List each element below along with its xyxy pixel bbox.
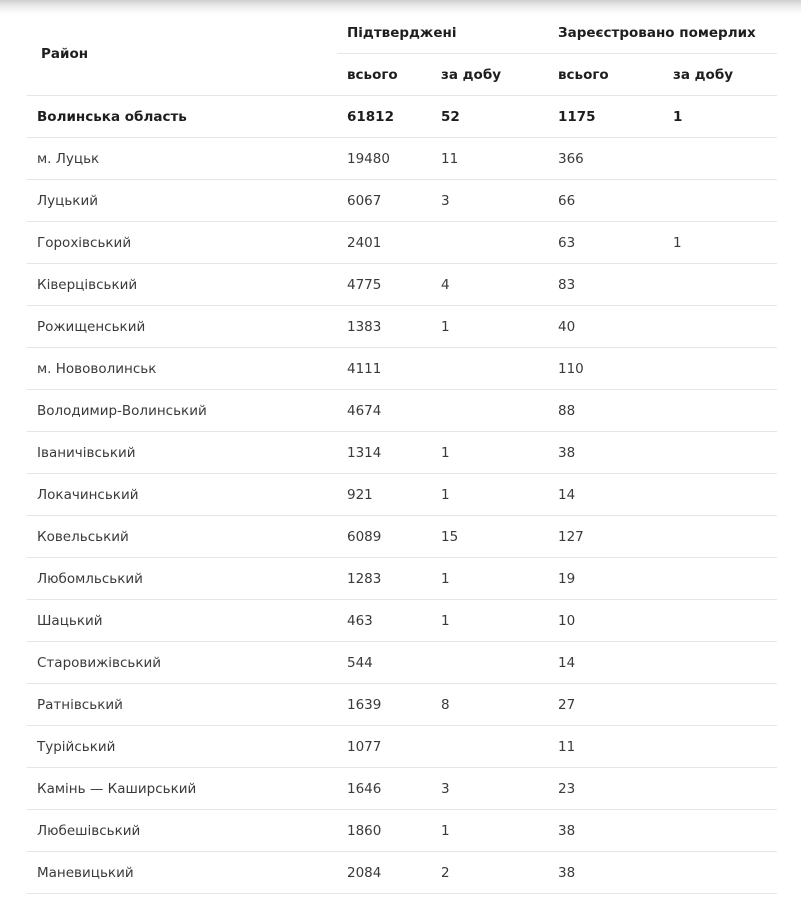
cell-confirmed-total: 1077 [337, 726, 431, 768]
table-row [27, 600, 777, 642]
cell-deaths-daily [663, 390, 777, 432]
cell-deaths-total: 14 [548, 642, 663, 684]
cell-confirmed-total: 1283 [337, 558, 431, 600]
cell-deaths-total: 38 [548, 852, 663, 894]
cell-deaths-total: 19 [548, 558, 663, 600]
cell-confirmed-daily: 1 [431, 810, 548, 852]
cell-confirmed-daily: 2 [431, 852, 548, 894]
header-row-groups [27, 12, 777, 54]
cell-deaths-daily [663, 264, 777, 306]
cell-region: Володимир-Волинський [27, 390, 337, 432]
cell-confirmed-total: 1314 [337, 432, 431, 474]
table-row [27, 852, 777, 894]
header-region: Район [27, 12, 337, 96]
table-row [27, 768, 777, 810]
cell-region: Ківерцівський [27, 264, 337, 306]
table-row [27, 222, 777, 264]
cell-confirmed-daily: 8 [431, 684, 548, 726]
cell-confirmed-total: 4775 [337, 264, 431, 306]
cell-confirmed-daily: 1 [431, 474, 548, 516]
table-row [27, 684, 777, 726]
cell-confirmed-total: 4111 [337, 348, 431, 390]
cell-region: м. Нововолинськ [27, 348, 337, 390]
table-row [27, 516, 777, 558]
cell-region: Іваничівський [27, 432, 337, 474]
cell-deaths-daily: 1 [663, 96, 777, 138]
cell-region: Рожищенський [27, 306, 337, 348]
cell-region: Ковельський [27, 516, 337, 558]
cell-region: Ратнівський [27, 684, 337, 726]
cell-confirmed-daily: 4 [431, 264, 548, 306]
cell-confirmed-total: 1646 [337, 768, 431, 810]
cell-confirmed-daily: 52 [431, 96, 548, 138]
table-row [27, 306, 777, 348]
header-deaths-total: всього [548, 54, 663, 96]
cell-confirmed-total: 1383 [337, 306, 431, 348]
header-deaths-group: Зареєстровано померлих [548, 12, 777, 54]
cell-deaths-daily [663, 432, 777, 474]
cell-deaths-daily [663, 768, 777, 810]
cell-deaths-total: 127 [548, 516, 663, 558]
table-row [27, 138, 777, 180]
cell-deaths-total: 88 [548, 390, 663, 432]
cell-confirmed-daily: 1 [431, 432, 548, 474]
table-row [27, 726, 777, 768]
cell-confirmed-daily: 3 [431, 180, 548, 222]
cell-deaths-total: 38 [548, 432, 663, 474]
cell-confirmed-daily: 1 [431, 306, 548, 348]
cell-confirmed-daily: 15 [431, 516, 548, 558]
cell-deaths-total: 83 [548, 264, 663, 306]
cell-region: Шацький [27, 600, 337, 642]
cell-deaths-daily [663, 348, 777, 390]
cell-region: Луцький [27, 180, 337, 222]
cell-deaths-daily [663, 684, 777, 726]
cell-confirmed-daily: 1 [431, 558, 548, 600]
cell-deaths-daily [663, 810, 777, 852]
cell-deaths-daily [663, 516, 777, 558]
cell-confirmed-daily [431, 726, 548, 768]
cell-deaths-daily [663, 474, 777, 516]
cell-confirmed-total: 61812 [337, 96, 431, 138]
header-deaths-daily: за добу [663, 54, 777, 96]
cell-deaths-total: 14 [548, 474, 663, 516]
table-row [27, 390, 777, 432]
cell-region: Любомльський [27, 558, 337, 600]
cell-deaths-daily: 1 [663, 222, 777, 264]
cell-deaths-daily [663, 180, 777, 222]
cell-deaths-total: 1175 [548, 96, 663, 138]
table-row [27, 642, 777, 684]
cell-deaths-daily [663, 138, 777, 180]
cell-confirmed-daily [431, 348, 548, 390]
cell-confirmed-daily: 1 [431, 600, 548, 642]
cell-region: Маневицький [27, 852, 337, 894]
cell-confirmed-daily [431, 222, 548, 264]
table-row [27, 810, 777, 852]
cell-region: Любешівський [27, 810, 337, 852]
cell-deaths-total: 63 [548, 222, 663, 264]
cell-deaths-daily [663, 306, 777, 348]
table-row [27, 348, 777, 390]
cell-confirmed-total: 544 [337, 642, 431, 684]
cell-region: Турійський [27, 726, 337, 768]
covid-stats-table [27, 12, 777, 894]
cell-deaths-total: 23 [548, 768, 663, 810]
cell-confirmed-total: 4674 [337, 390, 431, 432]
cell-deaths-daily [663, 558, 777, 600]
cell-region: Старовижівський [27, 642, 337, 684]
cell-deaths-total: 10 [548, 600, 663, 642]
cell-confirmed-total: 1860 [337, 810, 431, 852]
table-row [27, 264, 777, 306]
cell-region: Локачинський [27, 474, 337, 516]
cell-confirmed-total: 463 [337, 600, 431, 642]
cell-confirmed-total: 2401 [337, 222, 431, 264]
cell-deaths-daily [663, 726, 777, 768]
cell-deaths-total: 11 [548, 726, 663, 768]
cell-confirmed-total: 6067 [337, 180, 431, 222]
header-confirmed-total: всього [337, 54, 431, 96]
cell-deaths-daily [663, 642, 777, 684]
table-header [27, 12, 777, 96]
cell-deaths-daily [663, 600, 777, 642]
cell-confirmed-total: 6089 [337, 516, 431, 558]
cell-region: Волинська область [27, 96, 337, 138]
table-row [27, 474, 777, 516]
cell-confirmed-daily [431, 642, 548, 684]
header-confirmed-group: Підтверджені [337, 12, 548, 54]
table-row [27, 558, 777, 600]
cell-confirmed-daily [431, 390, 548, 432]
cell-confirmed-total: 19480 [337, 138, 431, 180]
cell-region: Горохівський [27, 222, 337, 264]
table-row [27, 180, 777, 222]
cell-deaths-total: 38 [548, 810, 663, 852]
cell-deaths-total: 366 [548, 138, 663, 180]
table-body [27, 96, 777, 894]
cell-deaths-total: 40 [548, 306, 663, 348]
header-confirmed-daily: за добу [431, 54, 548, 96]
cell-confirmed-total: 921 [337, 474, 431, 516]
cell-confirmed-daily: 11 [431, 138, 548, 180]
cell-region: м. Луцьк [27, 138, 337, 180]
cell-deaths-total: 27 [548, 684, 663, 726]
cell-confirmed-daily: 3 [431, 768, 548, 810]
cell-deaths-total: 110 [548, 348, 663, 390]
cell-deaths-total: 66 [548, 180, 663, 222]
cell-region: Камінь — Каширський [27, 768, 337, 810]
table-row-total [27, 96, 777, 138]
cell-confirmed-total: 2084 [337, 852, 431, 894]
table-row [27, 432, 777, 474]
cell-deaths-daily [663, 852, 777, 894]
cell-confirmed-total: 1639 [337, 684, 431, 726]
